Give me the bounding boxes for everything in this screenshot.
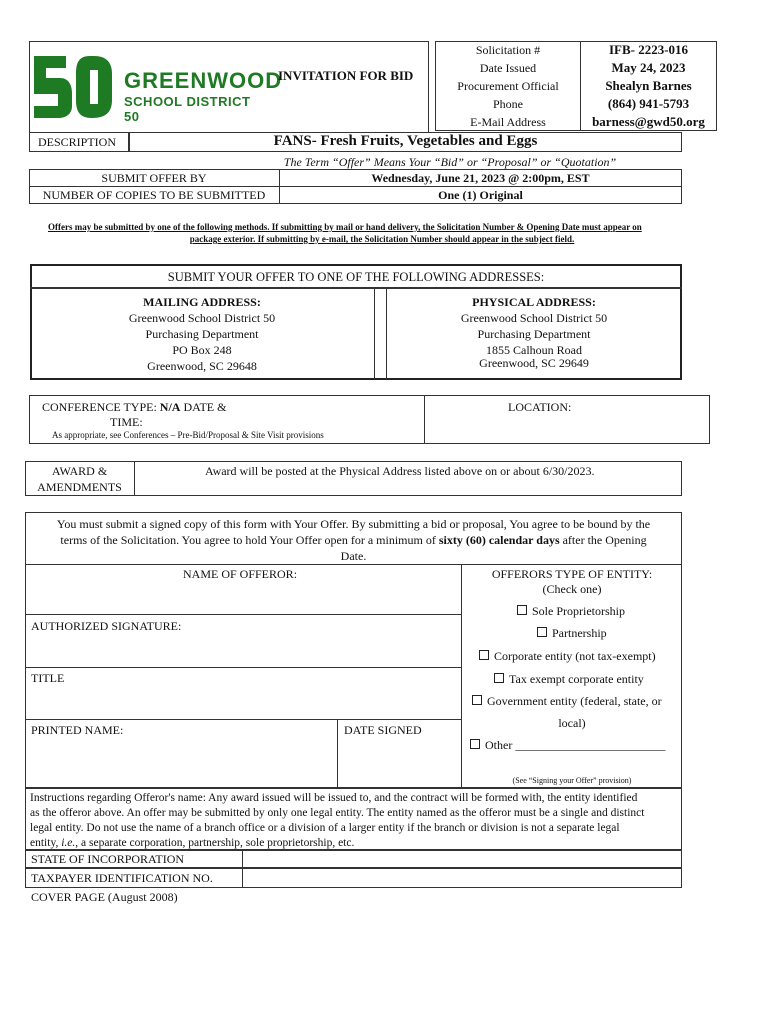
conference-location-label: LOCATION: xyxy=(508,400,572,414)
entity-note: (See “Signing your Offer” provision) xyxy=(512,776,632,785)
instructions-line-4 xyxy=(30,836,354,850)
addresses-heading-divider xyxy=(30,287,682,289)
entity-option-label: Corporate entity (not tax-exempt) xyxy=(494,649,656,663)
entity-option-label: Other _________________________ xyxy=(485,738,666,752)
title-field[interactable] xyxy=(26,687,460,717)
info-label-email: E-Mail Address xyxy=(470,115,546,129)
page-title: INVITATION FOR BID xyxy=(278,68,414,83)
printed-name-label: PRINTED NAME: xyxy=(31,723,124,737)
form-divider-printed xyxy=(25,719,461,720)
info-value-phone: (864) 941-5793 xyxy=(607,96,690,111)
entity-option-government-cont: local) xyxy=(558,716,586,730)
mailing-address-line: Purchasing Department xyxy=(145,327,259,341)
instructions-line-2: as the offeror above. An offer may be submitted by only one legal entity. The entity named as the offeror must be a single and distinct xyxy=(30,807,645,819)
submission-methods-note xyxy=(48,222,642,233)
mailing-address-line: PO Box 248 xyxy=(172,343,232,357)
form-divider-title xyxy=(25,667,461,668)
conference-type-value: N/A xyxy=(159,400,181,414)
signature-label: AUTHORIZED SIGNATURE: xyxy=(31,619,182,633)
title-label: TITLE xyxy=(31,671,65,685)
instructions-line-1: Instructions regarding Offeror's name: Any award issued will be issued to, and the contract will be formed with, the entity identified xyxy=(30,792,638,804)
entity-option-government[interactable] xyxy=(472,694,662,708)
physical-address-line: Greenwood, SC 29649 xyxy=(479,356,589,370)
physical-address-line: Greenwood School District 50 xyxy=(460,311,608,325)
addresses-divider-1 xyxy=(374,287,375,380)
agreement-text: terms of the Solicitation. You agree to hold Your Offer open for a minimum of xyxy=(60,533,439,547)
date-signed-field[interactable] xyxy=(338,740,460,786)
logo-name: GREENWOOD xyxy=(124,68,283,93)
info-label-official: Procurement Official xyxy=(457,79,559,93)
entity-option-label: Sole Proprietorship xyxy=(532,604,625,618)
info-value-email: barness@gwd50.org xyxy=(592,114,705,129)
description-value: FANS- Fresh Fruits, Vegetables and Eggs xyxy=(273,133,538,149)
mailing-address-line: Greenwood, SC 29648 xyxy=(147,359,257,373)
award-label-2: AMENDMENTS xyxy=(37,480,122,494)
entity-option-label: Partnership xyxy=(552,626,607,640)
conference-note: As appropriate, see Conferences – Pre-Bid/Proposal & Site Visit provisions xyxy=(52,430,324,440)
checkbox[interactable] xyxy=(537,627,547,637)
conference-divider xyxy=(424,395,425,444)
submit-offer-by-label: SUBMIT OFFER BY xyxy=(101,171,207,185)
info-value-date-issued: May 24, 2023 xyxy=(611,60,686,75)
info-label-phone: Phone xyxy=(493,97,523,111)
state-of-incorporation-field[interactable] xyxy=(243,851,681,867)
name-of-offeror-label: NAME OF OFFEROR: xyxy=(183,567,298,581)
methods-note-line1-end: appear on xyxy=(603,222,642,232)
info-label-date-issued: Date Issued xyxy=(479,61,537,75)
district-logo xyxy=(32,54,283,124)
entity-option-other[interactable] xyxy=(470,738,665,752)
entity-option-partnership[interactable] xyxy=(537,626,607,640)
entity-heading: OFFERORS TYPE OF ENTITY: xyxy=(491,567,653,581)
name-of-offeror-field[interactable] xyxy=(26,584,460,606)
physical-address-title: PHYSICAL ADDRESS: xyxy=(472,295,596,309)
checkbox[interactable] xyxy=(472,695,482,705)
info-value-solicitation: IFB- 2223-016 xyxy=(608,42,689,57)
mailing-address-title: MAILING ADDRESS: xyxy=(143,295,261,309)
copies-value: One (1) Original xyxy=(438,188,523,202)
conference-date-label: DATE & xyxy=(183,400,227,414)
offer-term-note: The Term “Offer” Means Your “Bid” or “Proposal” or “Quotation” xyxy=(283,155,617,169)
form-divider-top xyxy=(25,564,682,565)
printed-name-field[interactable] xyxy=(26,740,336,786)
methods-note-line1: Offers may be submitted by one of the following methods. If submitting by mail or hand delivery, the Solicitation Number & Opening Date must xyxy=(48,222,604,232)
submission-methods-note-line2: package exterior. If submitting by e-mail, the Solicitation Number should appear in the subject field. xyxy=(189,234,575,244)
checkbox[interactable] xyxy=(470,739,480,749)
submit-table-row-divider xyxy=(29,186,682,187)
instructions-ie: i.e. xyxy=(61,837,76,849)
checkbox[interactable] xyxy=(494,673,504,683)
conference-type xyxy=(42,400,226,414)
form-divider-signature xyxy=(25,614,461,615)
conference-time-label: TIME: xyxy=(110,415,143,429)
entity-option-corporate[interactable] xyxy=(479,649,656,663)
entity-option-sole[interactable] xyxy=(517,604,625,618)
entity-subheading: (Check one) xyxy=(542,582,602,596)
agreement-line-1: You must submit a signed copy of this form with Your Offer. By submitting a bid or proposal, You agree to be bound by the xyxy=(56,517,651,531)
date-signed-label: DATE SIGNED xyxy=(344,723,422,737)
entity-option-label: Tax exempt corporate entity xyxy=(509,672,644,686)
authorized-signature-field[interactable] xyxy=(26,635,460,665)
info-value-official: Shealyn Barnes xyxy=(605,78,692,93)
entity-option-tax-exempt[interactable] xyxy=(494,672,644,686)
logo-subname: SCHOOL DISTRICT 50 xyxy=(124,94,251,124)
award-divider xyxy=(134,461,135,496)
state-label: STATE OF INCORPORATION xyxy=(31,852,185,866)
agreement-text-end: after the Opening xyxy=(559,533,647,547)
instructions-text-end: , a separate corporation, partnership, sole proprietorship, etc. xyxy=(75,837,355,849)
district-logo-mark xyxy=(32,54,116,120)
award-label: AWARD & xyxy=(51,464,108,478)
description-label: DESCRIPTION xyxy=(38,135,117,149)
checkbox[interactable] xyxy=(517,605,527,615)
cover-page-label: COVER PAGE (August 2008) xyxy=(31,890,178,904)
agreement-line-2 xyxy=(25,533,682,547)
agreement-days: sixty (60) calendar days xyxy=(438,533,560,547)
submit-offer-by-value: Wednesday, June 21, 2023 @ 2:00pm, EST xyxy=(371,171,590,185)
instructions-text: entity, xyxy=(30,837,62,849)
award-text: Award will be posted at the Physical Address listed above on or about 6/30/2023. xyxy=(205,464,595,478)
addresses-heading: SUBMIT YOUR OFFER TO ONE OF THE FOLLOWING ADDRESSES: xyxy=(167,270,545,284)
physical-address-line: 1855 Calhoun Road xyxy=(486,343,582,357)
taxpayer-label: TAXPAYER IDENTIFICATION NO. xyxy=(31,871,213,885)
agreement-line-3: Date. xyxy=(340,549,367,563)
mailing-address-line: Greenwood School District 50 xyxy=(128,311,276,325)
physical-address-line: Purchasing Department xyxy=(477,327,591,341)
instructions-line-3: legal entity. Do not use the name of a branch office or a division of a larger entity if the branch or division is not a separate legal xyxy=(30,822,620,834)
form-divider-entity xyxy=(461,564,462,788)
info-label-solicitation: Solicitation # xyxy=(475,43,541,57)
entity-option-label: Government entity (federal, state, or xyxy=(487,694,662,708)
copies-label: NUMBER OF COPIES TO BE SUBMITTED xyxy=(42,188,266,202)
checkbox[interactable] xyxy=(479,650,489,660)
conference-type-label: CONFERENCE TYPE: xyxy=(42,400,157,414)
taxpayer-id-field[interactable] xyxy=(243,869,681,887)
